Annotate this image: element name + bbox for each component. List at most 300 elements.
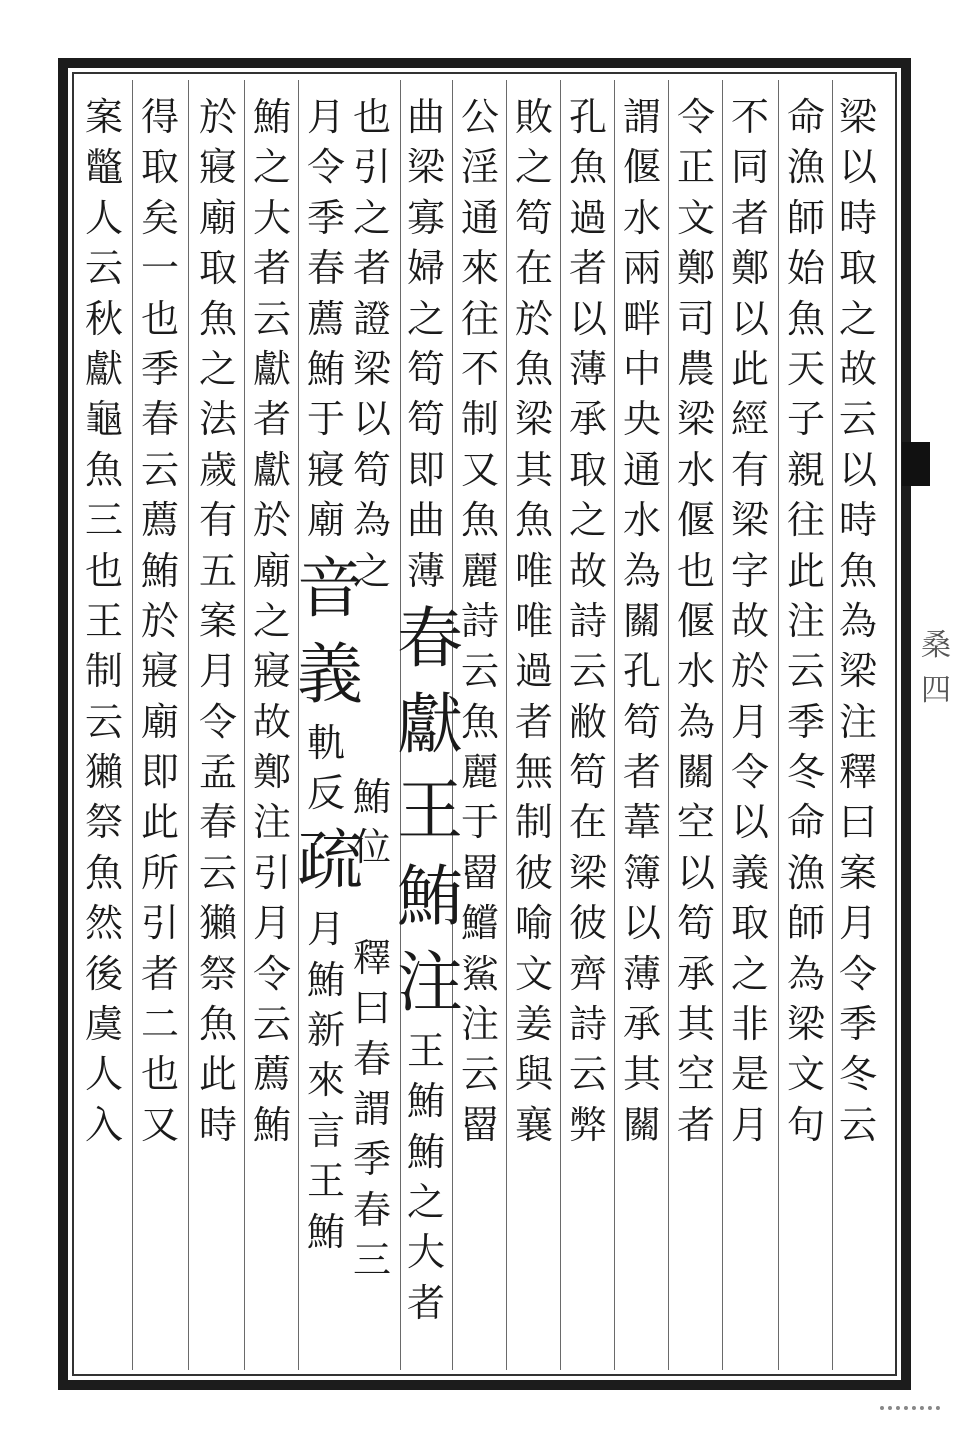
commentary-char: 季 [140,346,179,391]
main-text-char: 獻 [397,685,463,763]
commentary-char: 笱 [622,699,661,744]
commentary-char: 偃 [622,145,661,190]
commentary-char: 往 [460,296,499,341]
commentary-char: 為 [838,598,877,643]
text-column [667,92,725,1150]
commentary-char: 云 [460,649,499,694]
commentary-char: 詩 [460,598,499,643]
commentary-char: 歲 [198,447,237,492]
commentary-char: 云 [140,447,179,492]
commentary-char: 其 [514,447,553,492]
commentary-char: 詩 [568,1002,607,1047]
commentary-char: 以 [622,901,661,946]
commentary-char: 承 [622,1002,661,1047]
text-column [829,92,887,1150]
commentary-char: 取 [198,246,237,291]
commentary-char: 故 [838,346,877,391]
commentary-char: 于 [460,800,499,845]
commentary-char: 來 [306,1058,345,1103]
commentary-char: 薦 [306,296,345,341]
commentary-char: 此 [198,1052,237,1097]
commentary-char: 月 [252,901,291,946]
commentary-char: 之 [514,145,553,190]
commentary-char: 釋 [838,750,877,795]
commentary-char: 月 [306,907,345,952]
commentary-char: 魚 [198,296,237,341]
commentary-char: 季 [352,1137,391,1182]
commentary-char: 梁 [730,498,769,543]
commentary-char: 天 [786,346,825,391]
commentary-char: 之 [198,346,237,391]
main-text-char: 春 [397,599,463,677]
commentary-char: 者 [352,246,391,291]
commentary-char: 鄭 [676,246,715,291]
commentary-char: 鄭 [730,246,769,291]
fish-tail-block-mark [902,442,930,486]
commentary-char: 子 [786,397,825,442]
commentary-char: 以 [568,296,607,341]
commentary-char: 關 [676,750,715,795]
commentary-char: 案 [198,598,237,643]
commentary-char: 云 [198,850,237,895]
commentary-char: 承 [568,397,607,442]
commentary-char: 無 [514,750,553,795]
commentary-char: 來 [460,246,499,291]
commentary-char: 梁 [406,145,445,190]
commentary-char: 一 [140,246,179,291]
commentary-char: 之 [406,296,445,341]
commentary-char: 寢 [252,649,291,694]
commentary-char: 於 [514,296,553,341]
commentary-char: 春 [352,1187,391,1232]
commentary-char: 鮪 [306,957,345,1002]
commentary-char: 者 [514,699,553,744]
commentary-char: 云 [252,1002,291,1047]
commentary-char: 義 [730,850,769,895]
commentary-char: 祭 [198,951,237,996]
commentary-char: 薦 [252,1052,291,1097]
commentary-char: 曰 [352,986,391,1031]
commentary-char: 法 [198,397,237,442]
commentary-char: 故 [568,548,607,593]
commentary-char: 婦 [406,246,445,291]
commentary-char: 鯊 [460,951,499,996]
commentary-char: 令 [198,699,237,744]
commentary-char: 喻 [514,901,553,946]
commentary-char: 廟 [306,498,345,543]
commentary-char: 空 [676,800,715,845]
commentary-char: 三 [84,498,123,543]
commentary-char: 敝 [568,699,607,744]
commentary-char: 位 [352,825,391,870]
commentary-char: 薄 [622,951,661,996]
commentary-char: 注 [786,598,825,643]
commentary-char: 月 [306,95,345,139]
commentary-char: 魚 [460,699,499,744]
edge-title-mark: 四 [921,673,951,708]
commentary-char: 魚 [838,548,877,593]
commentary-char: 彼 [568,901,607,946]
commentary-char: 軌 [306,720,345,765]
commentary-char: 梁 [352,346,391,391]
commentary-char: 之 [352,548,391,593]
commentary-char: 罶 [460,850,499,895]
commentary-char: 也 [140,296,179,341]
commentary-char: 取 [730,901,769,946]
commentary-char: 魚 [568,145,607,190]
commentary-char: 麗 [460,750,499,795]
commentary-char: 後 [84,951,123,996]
commentary-char: 漁 [786,145,825,190]
commentary-char: 月 [730,1102,769,1147]
commentary-char: 司 [676,296,715,341]
commentary-char: 孔 [568,95,607,139]
commentary-char: 然 [84,901,123,946]
commentary-char: 即 [140,750,179,795]
commentary-char: 梁 [786,1002,825,1047]
commentary-char: 不 [460,346,499,391]
commentary-char: 釋 [352,935,391,980]
commentary-char: 寢 [306,447,345,492]
commentary-char: 同 [730,145,769,190]
commentary-char: 之 [568,498,607,543]
commentary-char: 引 [352,145,391,190]
commentary-char: 麗 [460,548,499,593]
commentary-char: 梁 [676,397,715,442]
commentary-char: 於 [730,649,769,694]
commentary-char: 取 [568,447,607,492]
text-column [559,92,617,1150]
commentary-char: 王 [306,1159,345,1204]
main-text-char: 音 [297,549,363,627]
commentary-char: 笱 [568,750,607,795]
commentary-char: 央 [622,397,661,442]
commentary-char: 廟 [140,699,179,744]
main-text-char: 注 [397,943,463,1021]
commentary-char: 在 [568,800,607,845]
commentary-char: 者 [252,397,291,442]
commentary-char: 為 [676,699,715,744]
commentary-char: 唯 [514,548,553,593]
commentary-char: 也 [140,1052,179,1097]
commentary-char: 獺 [198,901,237,946]
commentary-char: 承 [676,951,715,996]
commentary-char: 云 [84,246,123,291]
commentary-char: 三 [352,1238,391,1283]
commentary-char: 齊 [568,951,607,996]
commentary-char: 以 [730,800,769,845]
commentary-char: 令 [676,95,715,139]
commentary-char: 之 [730,951,769,996]
commentary-char: 鮪 [352,775,391,819]
commentary-char: 於 [198,95,237,139]
commentary-char: 弊 [568,1102,607,1147]
commentary-char: 師 [786,901,825,946]
commentary-char: 其 [622,1052,661,1097]
commentary-char: 文 [514,951,553,996]
commentary-char: 令 [252,951,291,996]
text-column [131,92,189,1150]
commentary-char: 薄 [568,346,607,391]
commentary-char: 過 [568,195,607,240]
commentary-char: 漁 [786,850,825,895]
commentary-char: 言 [306,1108,345,1153]
commentary-char: 寡 [406,195,445,240]
commentary-char: 也 [676,548,715,593]
commentary-char: 句 [786,1102,825,1147]
text-column [721,92,779,1150]
edge-title-mark: 桑 [921,628,951,663]
commentary-char: 矣 [140,195,179,240]
commentary-char: 非 [730,1002,769,1047]
commentary-char: 其 [676,1002,715,1047]
commentary-char: 云 [838,397,877,442]
commentary-char: 反 [306,770,345,815]
commentary-char: 經 [730,397,769,442]
commentary-char: 魚 [460,498,499,543]
commentary-char: 之 [252,598,291,643]
commentary-char: 偃 [676,498,715,543]
commentary-char: 冬 [838,1052,877,1097]
commentary-char: 葦 [622,800,661,845]
commentary-char: 師 [786,195,825,240]
commentary-char: 此 [786,548,825,593]
commentary-char: 兩 [622,246,661,291]
commentary-char: 始 [786,246,825,291]
commentary-char: 與 [514,1052,553,1097]
commentary-char: 鼈 [84,145,123,190]
commentary-char: 有 [730,447,769,492]
commentary-char: 偃 [676,598,715,643]
commentary-char: 者 [140,951,179,996]
commentary-char: 故 [730,598,769,643]
commentary-char: 制 [514,800,553,845]
commentary-char: 以 [838,145,877,190]
commentary-char: 人 [84,1052,123,1097]
commentary-char: 春 [198,800,237,845]
commentary-char: 文 [676,195,715,240]
commentary-char: 文 [786,1052,825,1097]
commentary-char: 鮪 [140,548,179,593]
commentary-char: 秋 [84,296,123,341]
commentary-char: 注 [838,699,877,744]
text-column [75,92,133,1150]
commentary-char: 取 [140,145,179,190]
commentary-char: 水 [676,447,715,492]
commentary-char: 案 [84,95,123,139]
text-column-annotation [343,772,401,1286]
commentary-char: 又 [460,447,499,492]
commentary-char: 獻 [252,346,291,391]
commentary-char: 之 [406,1180,445,1225]
commentary-char: 冬 [786,750,825,795]
commentary-char: 此 [730,346,769,391]
commentary-char: 鮪 [252,1102,291,1147]
commentary-char: 過 [514,649,553,694]
commentary-char: 廟 [198,195,237,240]
commentary-char: 又 [140,1102,179,1147]
commentary-char: 有 [198,498,237,543]
commentary-char: 曲 [406,498,445,543]
commentary-char: 曲 [406,95,445,139]
commentary-char: 令 [306,145,345,190]
commentary-char: 在 [514,246,553,291]
commentary-char: 鮪 [306,1209,345,1254]
commentary-char: 以 [838,447,877,492]
main-text-char: 義 [297,635,363,713]
commentary-char: 水 [622,498,661,543]
commentary-char: 為 [352,498,391,543]
commentary-char: 云 [568,1052,607,1097]
commentary-char: 公 [460,95,499,139]
main-text-char: 王 [397,771,463,849]
commentary-char: 所 [140,850,179,895]
commentary-char: 關 [622,1102,661,1147]
commentary-char: 關 [622,598,661,643]
commentary-char: 魚 [786,296,825,341]
commentary-char: 引 [252,850,291,895]
commentary-char: 令 [730,750,769,795]
main-text-char: 鮪 [397,857,463,935]
commentary-char: 薦 [140,498,179,543]
commentary-char: 往 [786,498,825,543]
commentary-char: 案 [838,850,877,895]
commentary-char: 鄭 [252,750,291,795]
commentary-char: 魚 [84,850,123,895]
commentary-char: 祭 [84,800,123,845]
commentary-char: 王 [406,1028,445,1073]
commentary-char: 者 [730,195,769,240]
commentary-char: 是 [730,1052,769,1097]
commentary-char: 制 [84,649,123,694]
commentary-char: 為 [786,951,825,996]
commentary-char: 水 [622,195,661,240]
commentary-char: 時 [198,1102,237,1147]
commentary-char: 畔 [622,296,661,341]
commentary-char: 月 [730,699,769,744]
commentary-char: 春 [306,246,345,291]
commentary-char: 寢 [140,649,179,694]
commentary-char: 謂 [622,95,661,139]
commentary-char: 罶 [460,1102,499,1147]
commentary-char: 即 [406,447,445,492]
commentary-char: 云 [84,699,123,744]
commentary-char: 獻 [252,447,291,492]
commentary-char: 之 [252,145,291,190]
commentary-char: 中 [622,346,661,391]
commentary-char: 王 [84,598,123,643]
commentary-char: 鮪 [406,1079,445,1124]
commentary-char: 孔 [622,649,661,694]
commentary-char: 笱 [352,447,391,492]
commentary-char: 也 [84,548,123,593]
commentary-char: 季 [786,699,825,744]
commentary-char: 梁 [514,397,553,442]
commentary-char: 獺 [84,750,123,795]
commentary-char: 云 [460,1052,499,1097]
commentary-char: 魚 [514,498,553,543]
commentary-char: 笱 [514,195,553,240]
commentary-char: 春 [140,397,179,442]
commentary-char: 魚 [84,447,123,492]
commentary-char: 之 [352,195,391,240]
commentary-char: 大 [406,1230,445,1275]
commentary-char: 注 [460,1002,499,1047]
commentary-char: 鱨 [460,901,499,946]
commentary-char: 得 [140,95,179,139]
commentary-char: 取 [838,246,877,291]
commentary-char: 月 [838,901,877,946]
commentary-char: 敗 [514,95,553,139]
commentary-char: 制 [460,397,499,442]
text-column [397,92,463,1328]
commentary-char: 於 [252,498,291,543]
commentary-char: 通 [460,195,499,240]
commentary-char: 謂 [352,1086,391,1131]
commentary-char: 命 [786,95,825,139]
commentary-char: 云 [252,296,291,341]
commentary-char: 獻 [84,346,123,391]
commentary-char: 梁 [568,850,607,895]
commentary-char: 者 [568,246,607,291]
commentary-char: 令 [838,951,877,996]
commentary-char: 虞 [84,1002,123,1047]
commentary-char: 通 [622,447,661,492]
commentary-char: 龜 [84,397,123,442]
commentary-char: 梁 [838,95,877,139]
commentary-char: 以 [730,296,769,341]
text-column [613,92,671,1150]
commentary-char: 為 [622,548,661,593]
commentary-char: 新 [306,1008,345,1053]
commentary-char: 此 [140,800,179,845]
text-column [505,92,563,1150]
commentary-char: 之 [838,296,877,341]
commentary-char: 曰 [838,800,877,845]
commentary-char: 春 [352,1036,391,1081]
commentary-char: 季 [838,1002,877,1047]
text-column [777,92,835,1150]
commentary-char: 魚 [514,346,553,391]
commentary-char: 字 [730,548,769,593]
commentary-char: 故 [252,699,291,744]
commentary-char: 云 [568,649,607,694]
commentary-char: 空 [676,1052,715,1097]
commentary-char: 五 [198,548,237,593]
commentary-char: 月 [198,649,237,694]
commentary-char: 大 [252,195,291,240]
commentary-char: 笱 [406,397,445,442]
commentary-char: 彼 [514,850,553,895]
commentary-char: 寢 [198,145,237,190]
commentary-char: 淫 [460,145,499,190]
commentary-char: 以 [676,850,715,895]
commentary-char: 襄 [514,1102,553,1147]
commentary-char: 正 [676,145,715,190]
commentary-char: 于 [306,397,345,442]
commentary-char: 唯 [514,598,553,643]
text-column [243,92,301,1150]
edge-dots [880,1400,940,1410]
commentary-char: 人 [84,195,123,240]
commentary-char: 水 [676,649,715,694]
commentary-char: 命 [786,800,825,845]
commentary-char: 鮪 [252,95,291,139]
commentary-char: 季 [306,195,345,240]
commentary-char: 時 [838,498,877,543]
commentary-char: 簿 [622,850,661,895]
commentary-char: 笱 [676,901,715,946]
